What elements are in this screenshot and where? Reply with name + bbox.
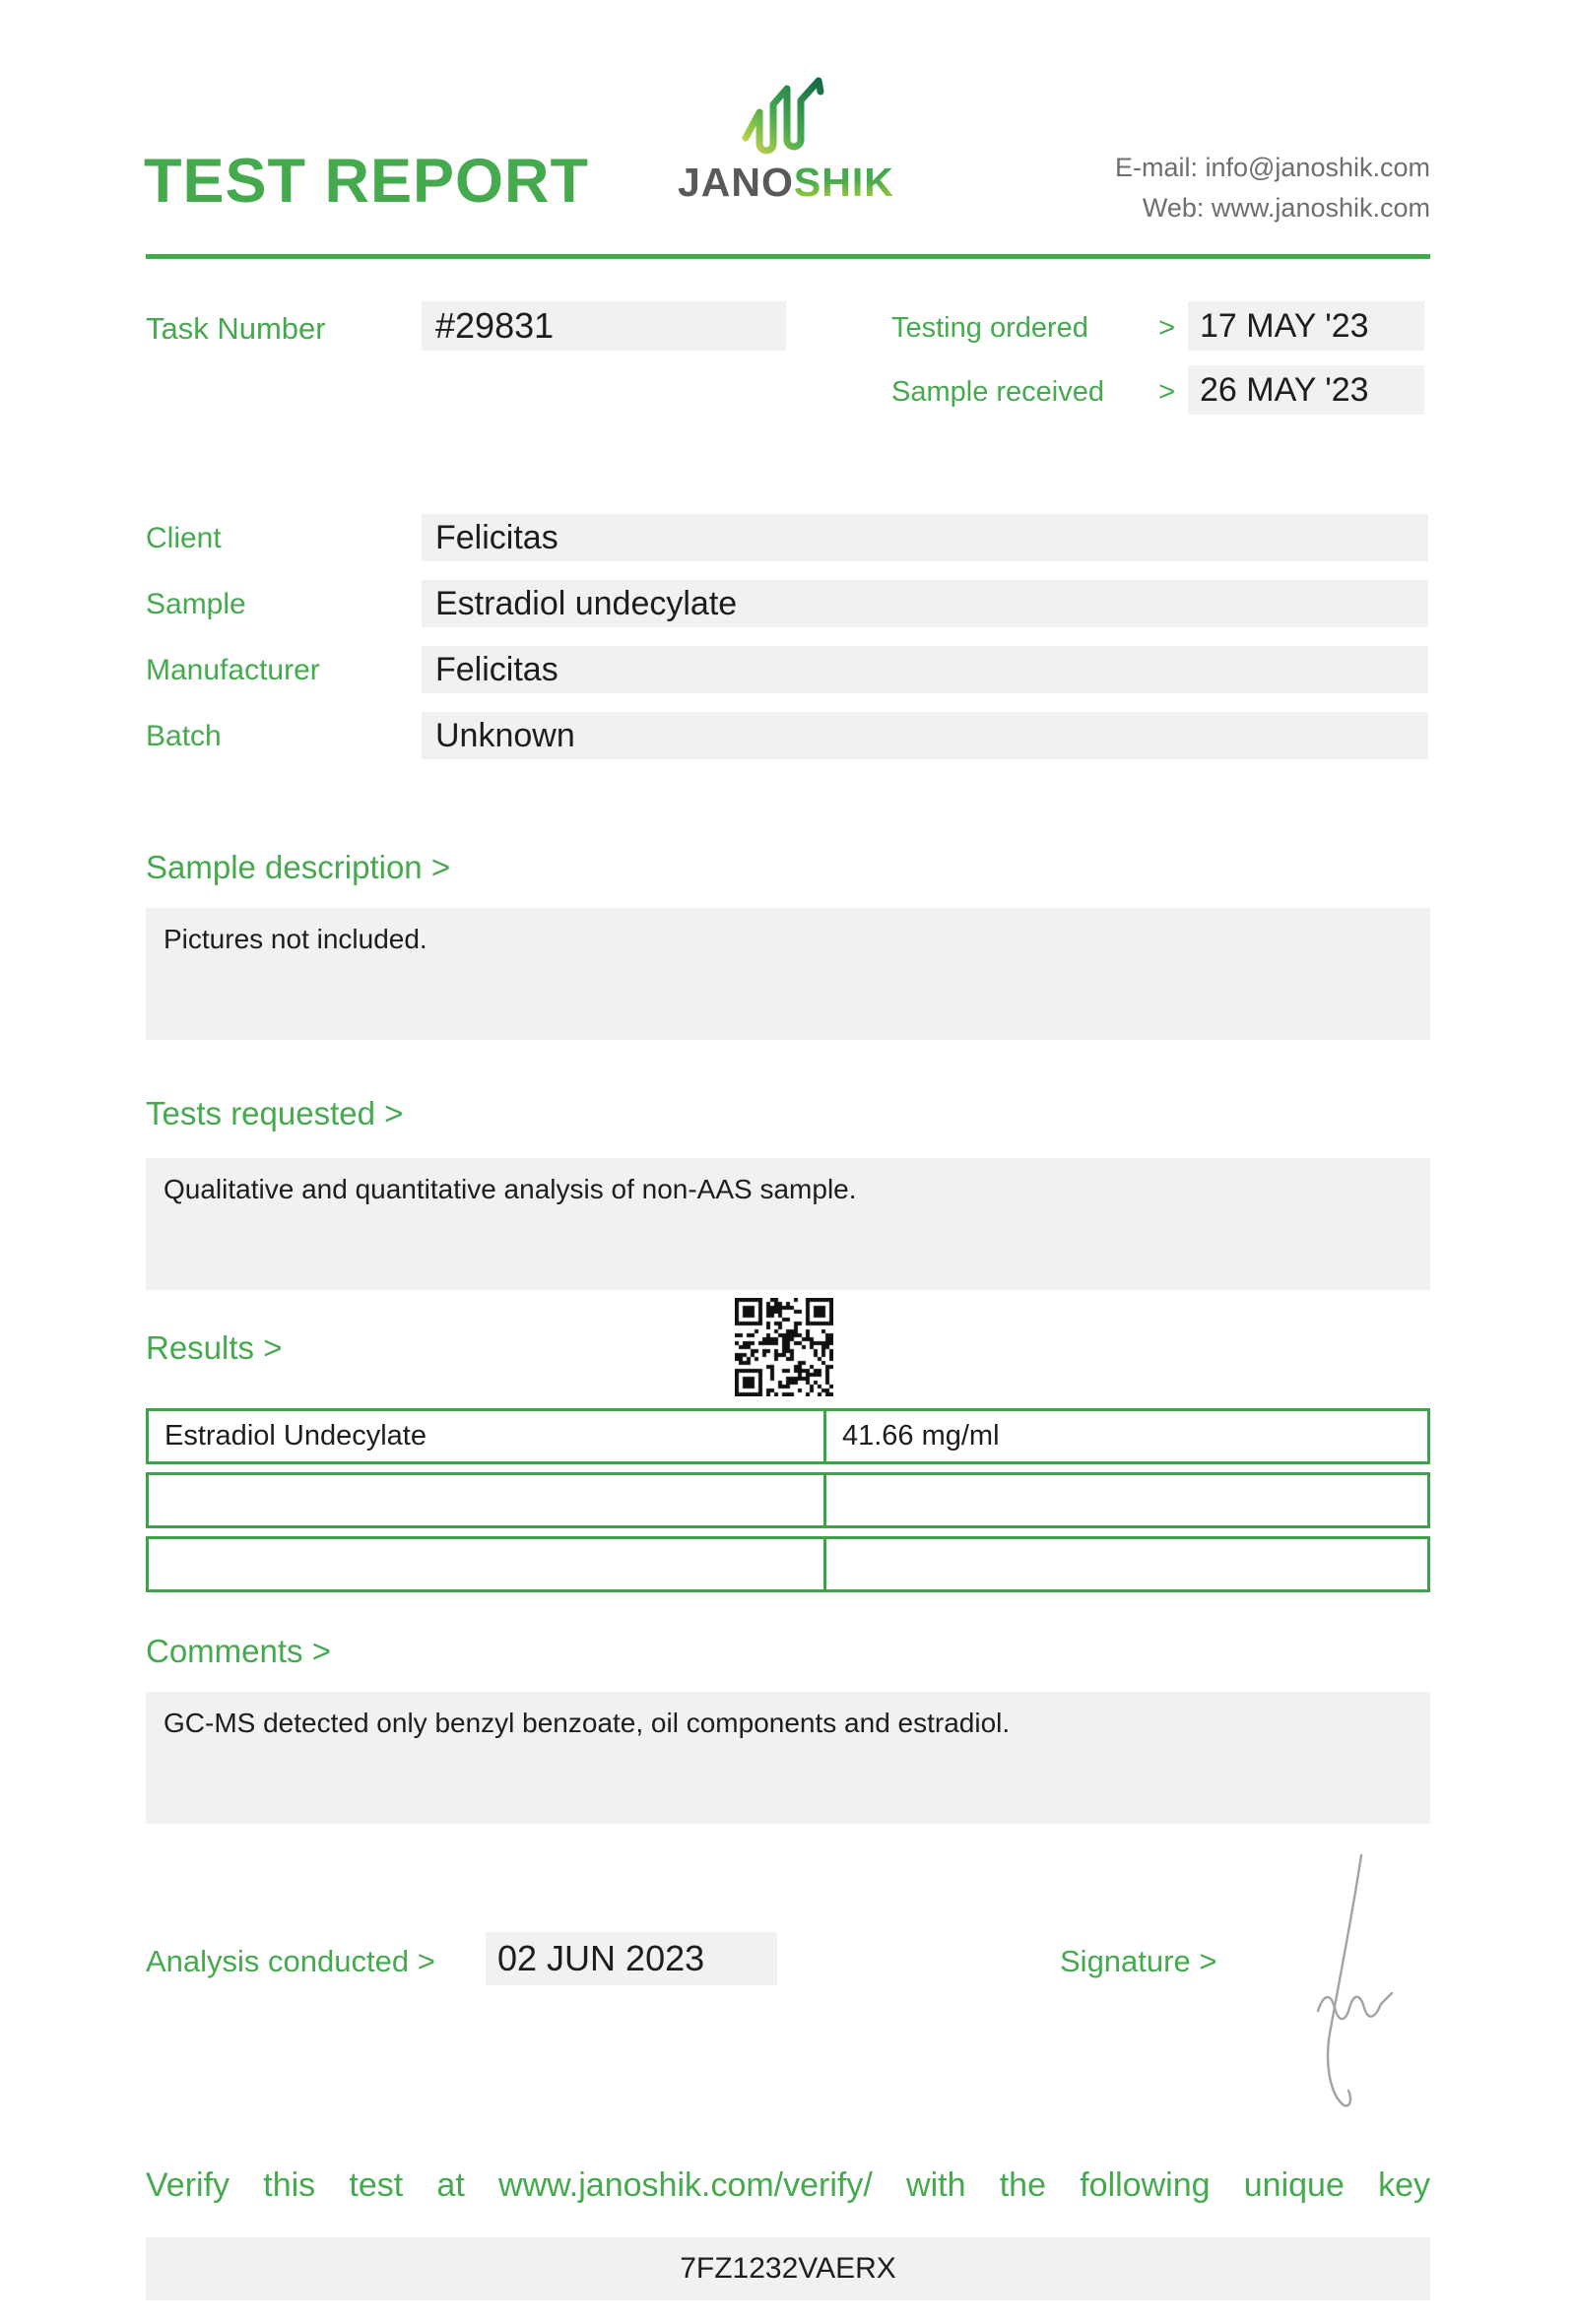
signature-label: Signature > — [1060, 1944, 1217, 1978]
sample-box — [422, 580, 1428, 627]
tests-requested-heading: Tests requested > — [146, 1095, 404, 1131]
qr-code — [735, 1298, 833, 1396]
tests-requested-text: Qualitative and quantitative analysis of non-AAS sample. — [164, 1174, 857, 1204]
client-box — [422, 514, 1428, 561]
sample-received-value: 26 MAY '23 — [1200, 371, 1369, 409]
chevron-right-icon: > — [1158, 376, 1175, 408]
result-row — [146, 1536, 1430, 1592]
verify-key-box — [146, 2237, 1430, 2300]
logo-wordmark — [678, 160, 902, 205]
batch-label: Batch — [146, 720, 222, 752]
result-name: Estradiol Undecylate — [149, 1411, 826, 1461]
sample-description-heading: Sample description > — [146, 849, 451, 885]
growth-chart-icon — [739, 79, 837, 160]
sample-received-label — [891, 376, 1175, 409]
sample-received-box — [1188, 365, 1424, 415]
testing-ordered-label — [891, 312, 1175, 345]
contact-email: E-mail: info@janoshik.com — [1114, 153, 1430, 182]
batch-box — [422, 712, 1428, 759]
comments-box — [146, 1692, 1430, 1824]
manufacturer-box — [422, 646, 1428, 693]
manufacturer-value: Felicitas — [435, 651, 558, 688]
logo-text-green: SHIK — [793, 160, 894, 205]
comments-text: GC-MS detected only benzyl benzoate, oil components and estradiol. — [164, 1708, 1011, 1738]
analysis-conducted-label: Analysis conducted > — [146, 1944, 435, 1978]
task-number-label: Task Number — [146, 311, 326, 346]
analysis-date-value: 02 JUN 2023 — [497, 1938, 705, 1978]
verify-instruction: Verify this test at www.janoshik.com/verify/ with the following unique key — [146, 2166, 1430, 2204]
results-table — [146, 1408, 1430, 1600]
result-row — [146, 1408, 1430, 1464]
result-value — [826, 1539, 1427, 1589]
chevron-right-icon: > — [1158, 312, 1175, 344]
report-title: TEST REPORT — [144, 147, 590, 216]
contact-web: Web: www.janoshik.com — [1142, 193, 1430, 223]
task-number-value: #29831 — [435, 305, 555, 346]
batch-value: Unknown — [435, 717, 575, 754]
result-name — [149, 1475, 826, 1525]
results-heading: Results > — [146, 1329, 283, 1366]
sample-received-text: Sample received — [891, 376, 1104, 408]
logo-text-dark: JANO — [678, 160, 794, 205]
client-value: Felicitas — [435, 519, 558, 556]
testing-ordered-box — [1188, 301, 1424, 351]
result-value: 41.66 mg/ml — [841, 1420, 1000, 1452]
result-name — [149, 1539, 826, 1589]
task-number-box — [422, 301, 786, 351]
contact-block — [1115, 148, 1430, 228]
result-value — [826, 1475, 1427, 1525]
svg-text:JANOSHIK — [678, 160, 894, 205]
testing-ordered-value: 17 MAY '23 — [1200, 307, 1369, 345]
handwritten-signature — [1267, 1851, 1434, 2127]
tests-requested-box — [146, 1158, 1430, 1290]
testing-ordered-text: Testing ordered — [891, 312, 1088, 344]
sample-label: Sample — [146, 588, 246, 620]
sample-description-box — [146, 908, 1430, 1040]
janoshik-logo — [678, 79, 898, 205]
sample-value: Estradiol undecylate — [435, 585, 738, 622]
verify-key-value: 7FZ1232VAERX — [680, 2252, 896, 2285]
result-row — [146, 1472, 1430, 1528]
manufacturer-label: Manufacturer — [146, 654, 320, 686]
comments-heading: Comments > — [146, 1633, 331, 1669]
analysis-date-box — [486, 1932, 777, 1985]
sample-description-text: Pictures not included. — [164, 924, 427, 954]
client-label: Client — [146, 522, 222, 554]
header-divider — [146, 254, 1430, 259]
